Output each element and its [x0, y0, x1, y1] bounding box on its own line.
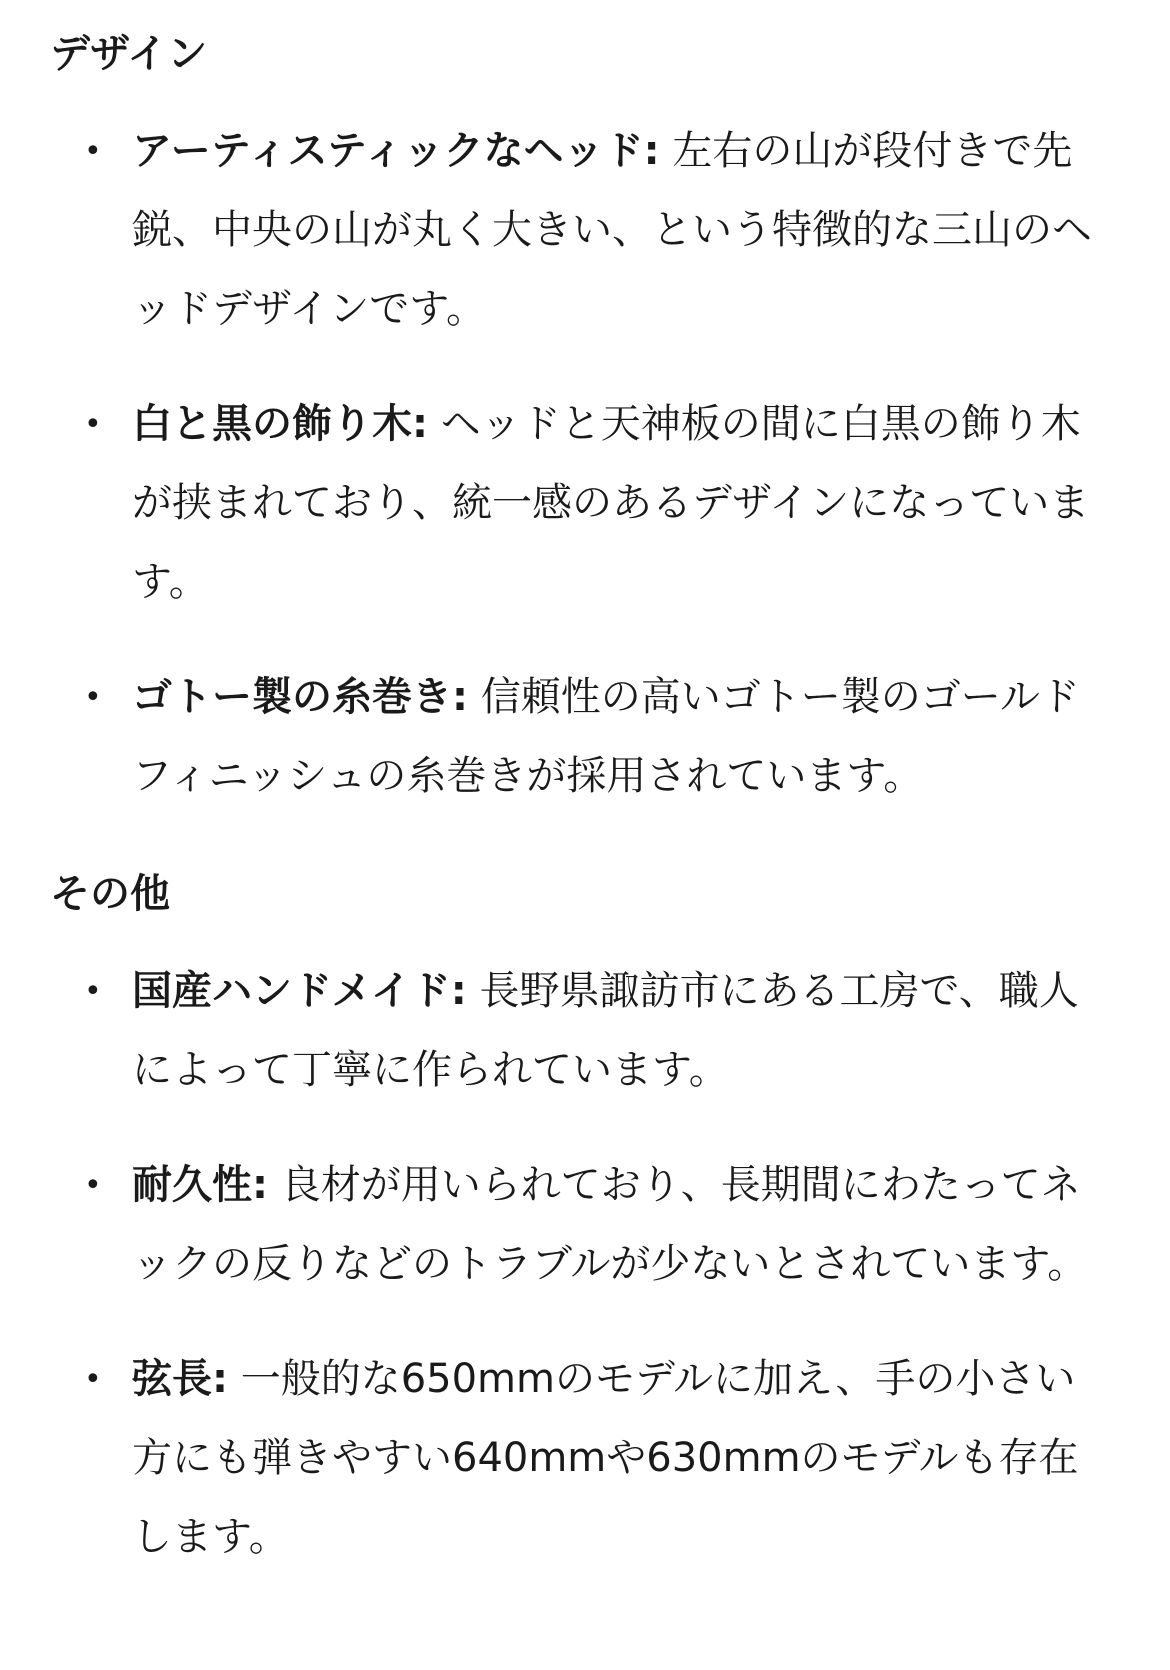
item-label: ゴトー製の糸巻き:	[132, 674, 468, 720]
list-item	[50, 952, 1100, 1110]
item-label: 白と黒の飾り木:	[132, 401, 428, 447]
list-item	[50, 658, 1100, 816]
bullet-icon: •	[84, 1362, 102, 1397]
item-text: ヘッドと天神板の間に白黒の飾り木が挟まれており、統一感のあるデザインになっています。	[132, 401, 1090, 605]
bullet-icon: •	[84, 407, 102, 442]
bullet-icon: •	[84, 974, 102, 1009]
section-heading-design: デザイン	[50, 31, 208, 77]
list-item	[50, 385, 1100, 622]
item-text: 左右の山が段付きで先鋭、中央の山が丸く大きい、という特徴的な三山のヘッドデザインです。	[132, 128, 1092, 332]
section-heading-other: その他	[50, 871, 170, 917]
item-label: 弦長:	[132, 1356, 228, 1402]
item-text: 信頼性の高いゴトー製のゴールドフィニッシュの糸巻きが採用されています。	[132, 674, 1080, 799]
item-label: 耐久性:	[132, 1162, 268, 1208]
other-list	[50, 952, 1100, 1577]
bullet-icon: •	[84, 1168, 102, 1203]
bullet-icon: •	[84, 680, 102, 715]
list-item	[50, 112, 1100, 349]
list-item	[50, 1146, 1100, 1304]
item-text: 一般的な650mmのモデルに加え、手の小さい方にも弾きやすい640mmや630mmのモデルも存在します。	[132, 1356, 1079, 1560]
bullet-icon: •	[84, 134, 102, 169]
item-text: 良材が用いられており、長期間にわたってネックの反りなどのトラブルが少ないとされています。	[132, 1162, 1088, 1287]
item-label: アーティスティックなヘッド:	[132, 128, 660, 174]
design-list	[50, 112, 1100, 816]
item-label: 国産ハンドメイド:	[132, 968, 467, 1014]
list-item	[50, 1340, 1100, 1577]
item-text: 長野県諏訪市にある工房で、職人によって丁寧に作られています。	[132, 968, 1079, 1093]
